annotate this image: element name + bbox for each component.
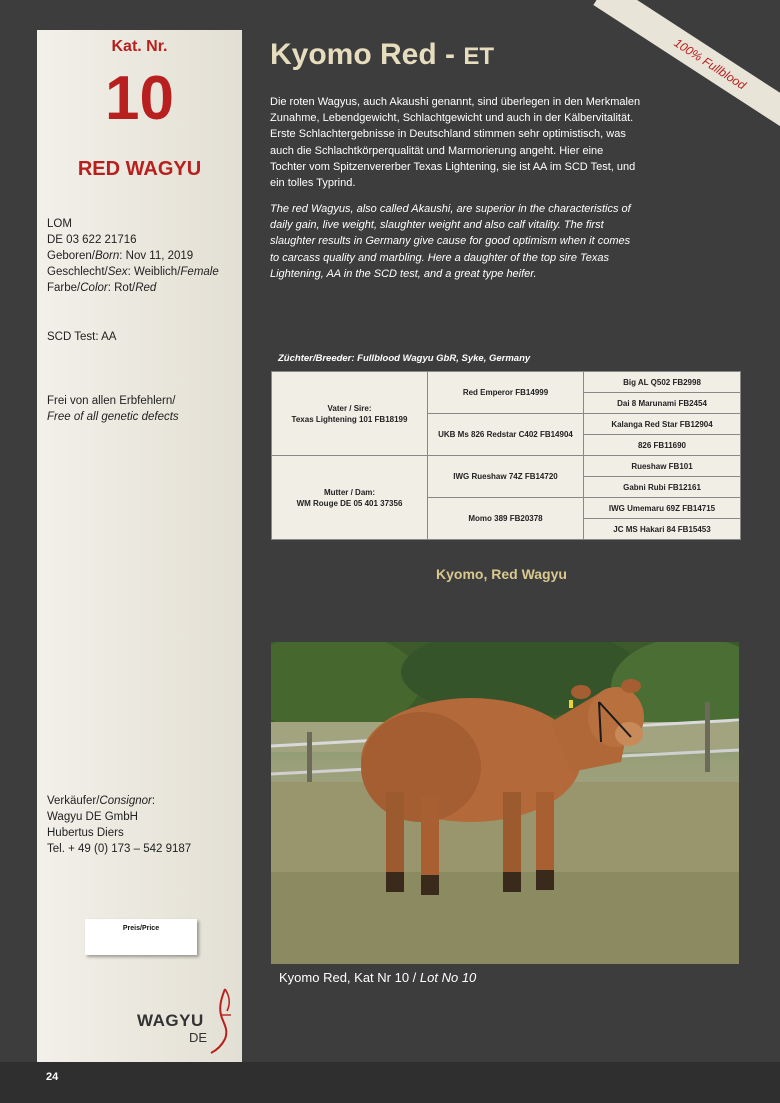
consignor-person: Hubertus Diers <box>47 827 124 839</box>
calf-illustration <box>271 642 739 964</box>
calf-photo <box>271 642 739 964</box>
sex: Geschlecht/Sex: Weiblich/Female <box>47 266 219 278</box>
birth-date: Geboren/Born: Nov 11, 2019 <box>47 250 194 262</box>
ear-tag: DE 03 622 21716 <box>47 234 137 246</box>
dam-dam-dam-cell: JC MS Hakari 84 FB15453 <box>584 519 741 540</box>
lom-label: LOM <box>47 218 72 230</box>
dam-sire-cell: IWG Rueshaw 74Z FB14720 <box>428 456 584 498</box>
dam-cell: Mutter / Dam: WM Rouge DE 05 401 37356 <box>272 456 428 540</box>
sire-sire-dam-cell: Dai 8 Marunami FB2454 <box>584 393 741 414</box>
dam-dam-sire-cell: IWG Umemaru 69Z FB14715 <box>584 498 741 519</box>
photo-heading: Kyomo, Red Wagyu <box>436 566 567 582</box>
description-english: The red Wagyus, also called Akaushi, are superior in the characteristics of daily gain, live weight, slaughter weight and also calf vitality. The first slaughter results in Germany give cause for good optimism when it comes to carcass quality and marbling. Here a daughter of the top sire Texas Lightening, AA in the SCD test, and a great type heifer. <box>270 203 631 280</box>
consignor-name: Wagyu DE GmbH <box>47 811 138 823</box>
breeder-line: Züchter/Breeder: Fullblood Wagyu GbR, Syke, Germany <box>278 353 531 364</box>
consignor-info <box>47 793 191 857</box>
animal-info <box>47 216 219 296</box>
sire-cell: Vater / Sire: Texas Lightening 101 FB18199 <box>272 372 428 456</box>
color: Farbe/Color: Rot/Red <box>47 282 157 294</box>
dam-dam-cell: Momo 389 FB20378 <box>428 498 584 540</box>
photo-caption: Kyomo Red, Kat Nr 10 / Lot No 10 <box>279 970 477 985</box>
scd-test: SCD Test: AA <box>47 331 117 343</box>
genetic-defects: Frei von allen Erbfehlern/ Free of all genetic defects <box>47 395 179 423</box>
sire-sire-sire-cell: Big AL Q502 FB2998 <box>584 372 741 393</box>
lot-number: 10 <box>105 64 174 133</box>
lot-sidebar <box>37 30 242 1062</box>
consignor-phone: Tel. + 49 (0) 173 – 542 9187 <box>47 843 192 855</box>
price-box[interactable]: Preis/Price <box>85 919 197 955</box>
description-german: Die roten Wagyus, auch Akaushi genannt, sind überlegen in den Merkmalen Zunahme, Lebendgewicht, Schlachtgewicht und auch in der Kälbervitalität. Erste Schlachtergebnisse in Deutschland stimmen sehr optimistisch, was auch die Schlachtkörperqualität und Marmorierung angeht. Hier eine Tochter vom Spitzenvererber Texas Lightening, sie ist AA im SCD Test, und ein tolles Typrind. <box>270 96 641 190</box>
sire-dam-sire-cell: Kalanga Red Star FB12904 <box>584 414 741 435</box>
page-number: 24 <box>46 1071 59 1083</box>
footer-strip <box>0 1062 780 1103</box>
lot-number-label: Kat. Nr. <box>111 38 168 55</box>
dam-sire-dam-cell: Gabni Rubi FB12161 <box>584 477 741 498</box>
pedigree-table <box>271 371 741 540</box>
consignor-label: Verkäufer/Consignor: <box>47 795 156 807</box>
dam-sire-sire-cell: Rueshaw FB101 <box>584 456 741 477</box>
fullblood-banner-text: 100% Fullblood <box>593 0 780 140</box>
sire-dam-cell: UKB Ms 826 Redstar C402 FB14904 <box>428 414 584 456</box>
wagyu-de-logo: WAGYU DE <box>137 985 237 1055</box>
sire-dam-dam-cell: 826 FB11690 <box>584 435 741 456</box>
animal-title: Kyomo Red - ET <box>270 38 495 71</box>
breed-label: RED WAGYU <box>77 158 202 180</box>
sire-sire-cell: Red Emperor FB14999 <box>428 372 584 414</box>
